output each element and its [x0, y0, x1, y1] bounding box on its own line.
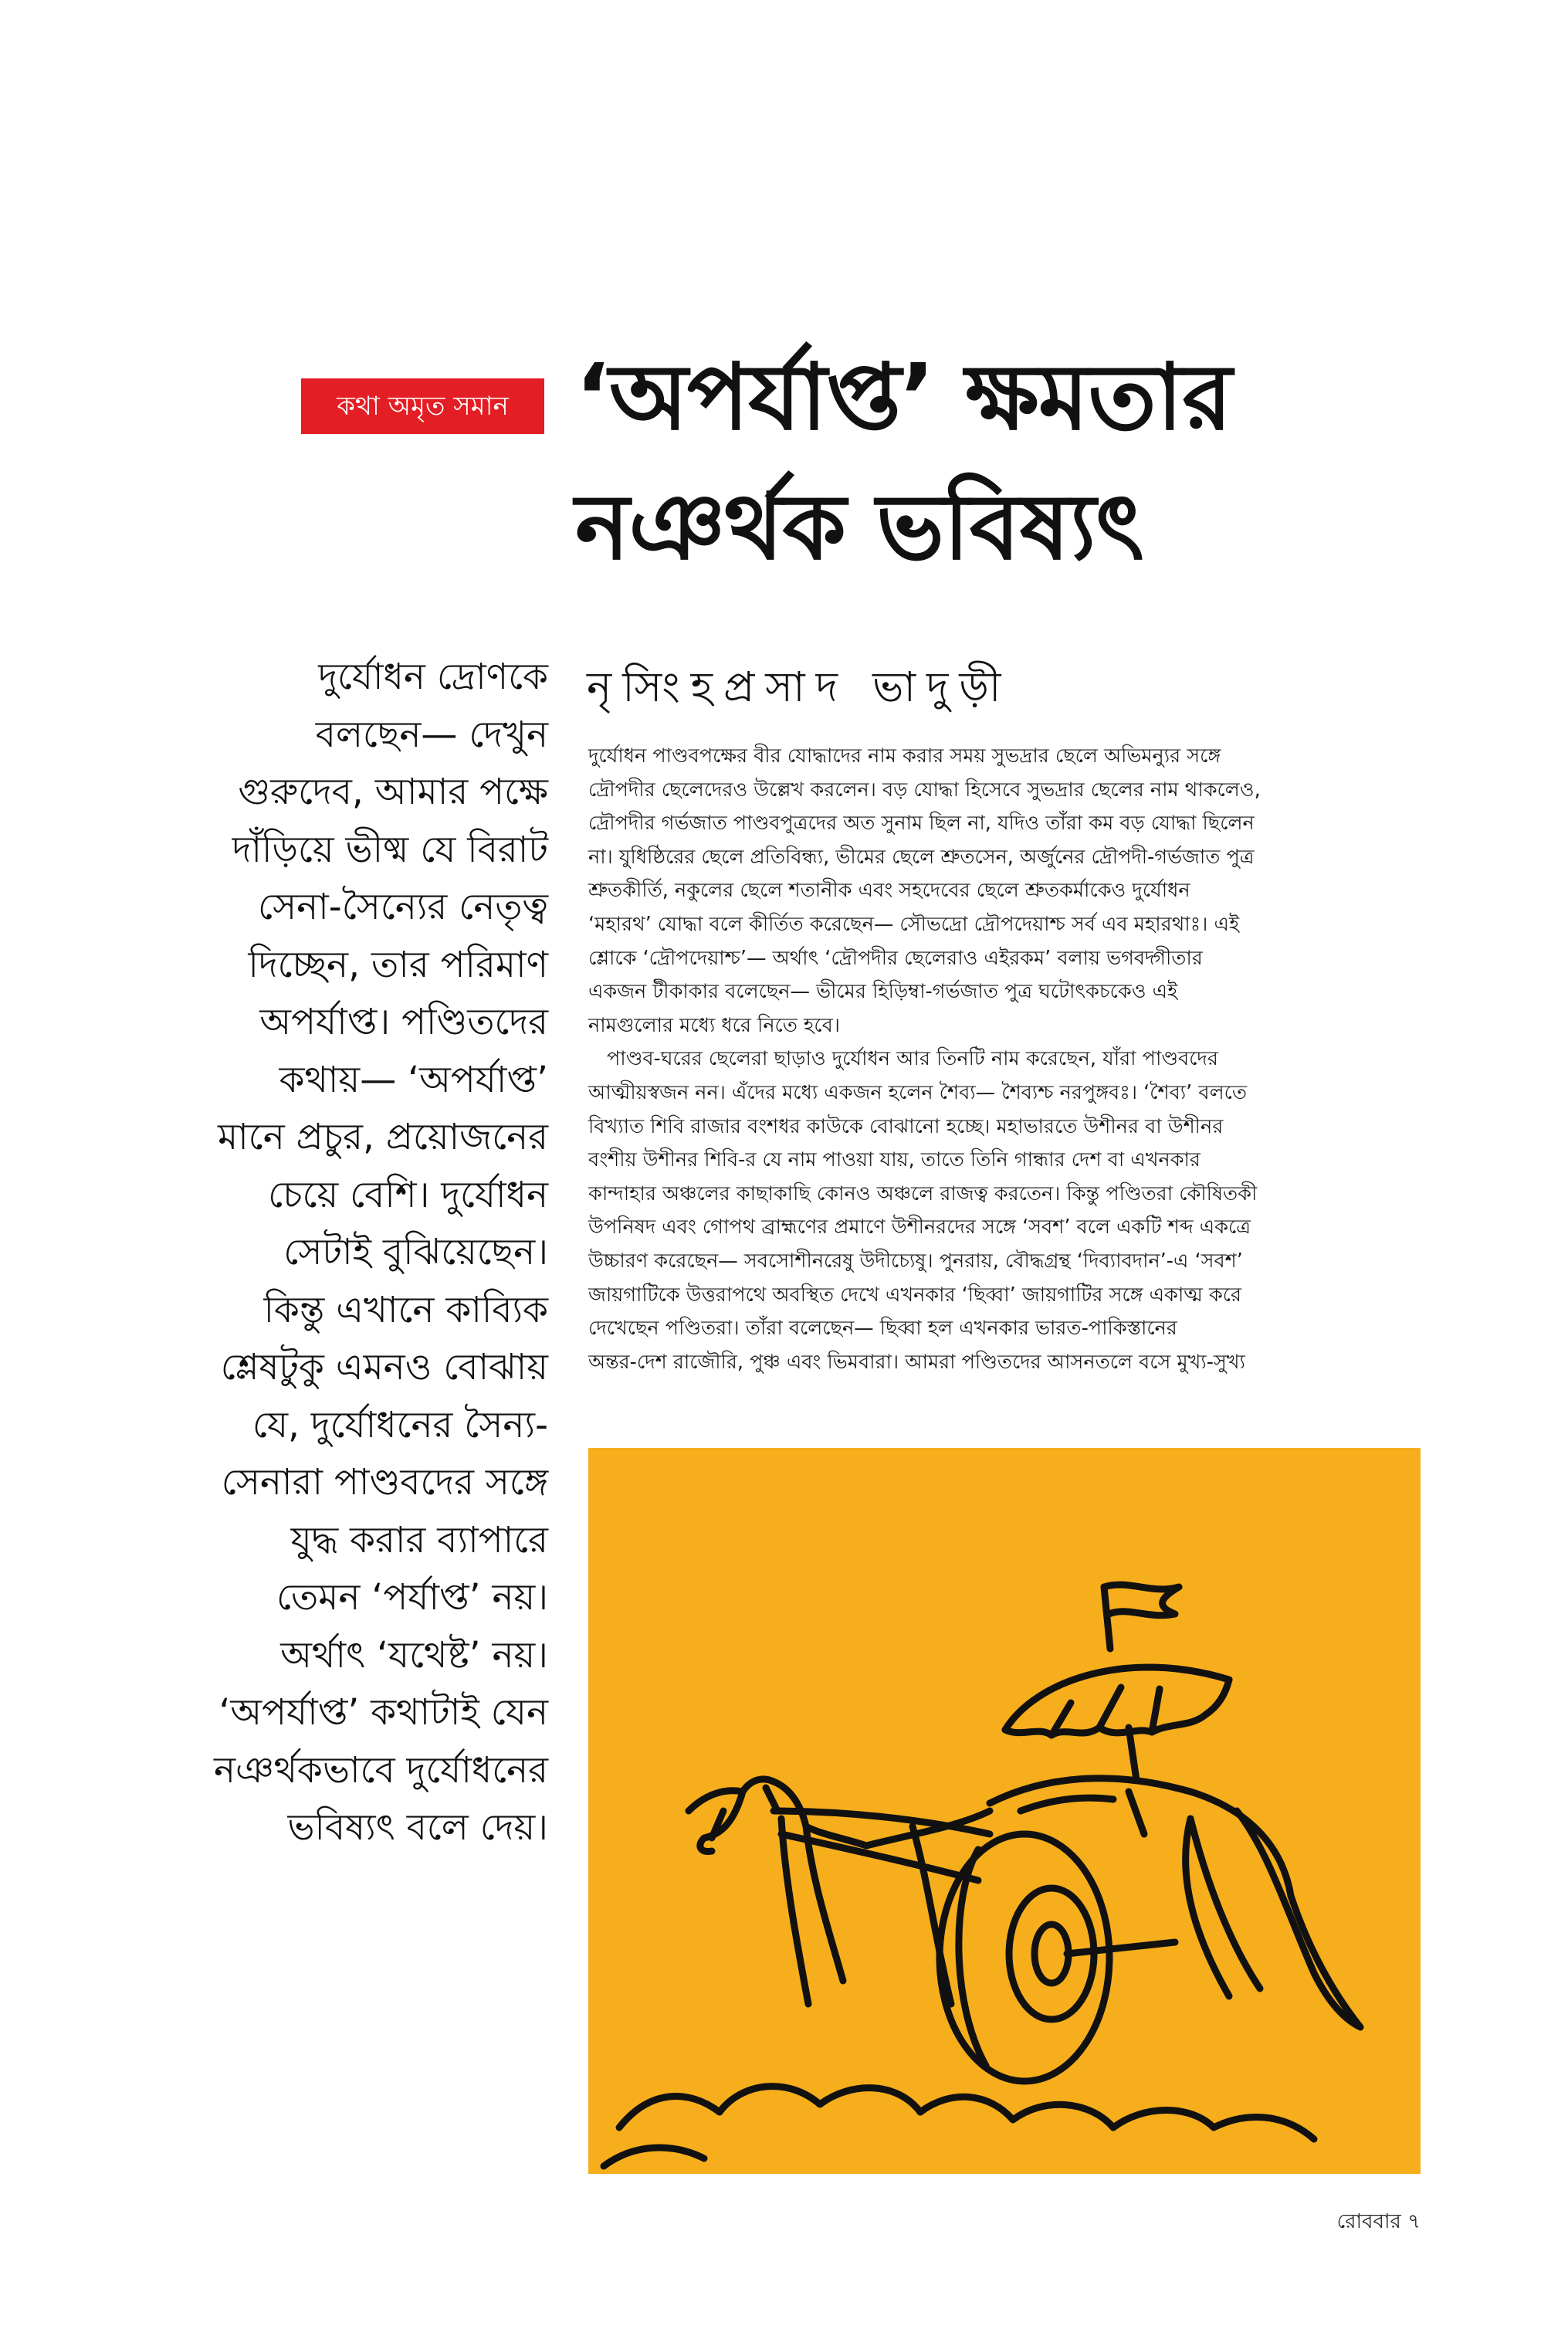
body-line: বংশীয় উশীনর শিবি-র যে নাম পাওয়া যায়, তাতে তিনি গান্ধার দেশ বা এখনকার	[588, 1148, 1201, 1172]
headline-line-2: নঞর্থক ভবিষ্যৎ	[575, 473, 1143, 580]
body-line: কান্দাহার অঞ্চলের কাছাকাছি কোনও অঞ্চলে রাজত্ব করতেন। কিন্তু পণ্ডিতরা কৌষিতকী	[588, 1182, 1258, 1205]
pull-quote	[154, 649, 548, 1857]
body-line: দ্রৌপদীর গর্ভজাত পাণ্ডবপুত্রদের অত সুনাম ছিল না, যদিও তাঁরা কম বড় যোদ্ধা ছিলেন	[588, 812, 1255, 836]
body-line: ‘মহারথ’ যোদ্ধা বলে কীর্তিত করেছেন— সৌভদ্রো দ্রৌপদেয়াশ্চ সর্ব এব মহারথাঃ। এই	[588, 912, 1240, 936]
pullquote-line: যে, দুর্যোধনের সৈন্য-	[252, 1403, 548, 1446]
pullquote-line: শ্লেষটুকু এমনও বোঝায়	[220, 1346, 548, 1388]
page-footer: রোববার ৭	[1336, 2210, 1421, 2233]
pullquote-line: ‘অপর্যাপ্ত’ কথাটাই যেন	[218, 1691, 548, 1734]
headline	[575, 332, 1502, 592]
body-line: দ্রৌপদীর ছেলেদেরও উল্লেখ করলেন। বড় যোদ্ধা হিসেবে সুভদ্রার ছেলের নাম থাকলেও,	[588, 778, 1261, 802]
body-line: উচ্চারণ করেছেন— সবসোশীনরেষু উদীচ্যেষু। পুনরায়, বৌদ্ধগ্রন্থ ‘দিব্যাবদান’-এ ‘সবশ’	[588, 1249, 1243, 1273]
body-line: জায়গাটিকে উত্তরাপথে অবস্থিত দেখে এখনকার ‘ছিব্বা’ জায়গাটির সঙ্গে একাত্ম করে	[588, 1283, 1242, 1307]
chariot-illustration	[588, 1448, 1421, 2174]
pullquote-line: কথায়— ‘অপর্যাপ্ত’	[279, 1058, 548, 1101]
pullquote-line: যুদ্ধ করার ব্যাপারে	[290, 1518, 548, 1561]
body-line: বিখ্যাত শিবি রাজার বংশধর কাউকে বোঝানো হচ্ছে। মহাভারতে উশীনর বা উশীনর	[588, 1114, 1224, 1138]
body-line: না। যুধিষ্ঠিরের ছেলে প্রতিবিন্ধ্য, ভীমের ছেলে শ্রুতসেন, অর্জুনের দ্রৌপদী-গর্ভজাত পুত্র	[588, 845, 1255, 869]
body-line: শ্লোকে ‘দ্রৌপদেয়াশ্চ’— অর্থাৎ ‘দ্রৌপদীর ছেলেরাও এইরকম’ বলায় ভগবদ্গীতার	[588, 946, 1203, 970]
pullquote-line: চেয়ে বেশি। দুর্যোধন	[268, 1173, 548, 1216]
body-line: একজন টীকাকার বলেছেন— ভীমের হিড়িম্বা-গর্ভজাত পুত্র ঘটোৎকচকেও এই	[588, 980, 1178, 1004]
pullquote-line: তেমন ‘পর্যাপ্ত’ নয়।	[276, 1576, 548, 1619]
pullquote-line: সেনারা পাণ্ডবদের সঙ্গে	[221, 1461, 548, 1504]
pullquote-line: অর্থাৎ ‘যথেষ্ট’ নয়।	[280, 1633, 548, 1677]
headline-line-1: ‘অপর্যাপ্ত’ ক্ষমতার	[575, 344, 1231, 450]
section-tag: কথা অমৃত সমান	[301, 378, 544, 434]
pullquote-line: দিচ্ছেন, তার পরিমাণ	[248, 943, 548, 986]
pullquote-line: ভবিষ্যৎ বলে দেয়।	[287, 1806, 548, 1849]
chariot-drawing	[588, 1448, 1421, 2174]
body-line: উপনিষদ এবং গোপথ ব্রাহ্মণের প্রমাণে উশীনরদের সঙ্গে ‘সবশ’ বলে একটি শব্দ একত্রে	[588, 1216, 1251, 1239]
body-line: দেখেছেন পণ্ডিতরা। তাঁরা বলেছেন— ছিব্বা হল এখনকার ভারত-পাকিস্তানের	[588, 1317, 1177, 1341]
body-line: নামগুলোর মধ্যে ধরে নিতে হবে।	[588, 1013, 840, 1037]
pullquote-line: অপর্যাপ্ত। পণ্ডিতদের	[259, 1001, 548, 1043]
author-byline: নৃসিংহপ্রসাদ ভাদুড়ী	[587, 663, 1012, 711]
pullquote-line: বলছেন— দেখুন	[315, 713, 548, 756]
pullquote-line: সেটাই বুঝিয়েছেন।	[283, 1231, 548, 1273]
pullquote-line: সেনা-সৈন্যের নেতৃত্ব	[258, 886, 548, 928]
pullquote-line: গুরুদেব, আমার পক্ষে	[238, 771, 548, 813]
pullquote-line: দাঁড়িয়ে ভীষ্ম যে বিরাট	[232, 828, 548, 871]
body-line: অন্তর-দেশ রাজৌরি, পুঞ্চ এবং ভিমবারা। আমরা পণ্ডিতদের আসনতলে বসে মুখ্য-সুখ্য	[588, 1350, 1245, 1374]
body-line: শ্রুতকীর্তি, নকুলের ছেলে শতানীক এবং সহদেবের ছেলে শ্রুতকর্মাকেও দুর্যোধন	[588, 879, 1190, 903]
body-line: পাণ্ডব-ঘরের ছেলেরা ছাড়াও দুর্যোধন আর তিনটি নাম করেছেন, যাঁরা পাণ্ডবদের	[607, 1047, 1218, 1071]
pullquote-line: মানে প্রচুর, প্রয়োজনের	[218, 1116, 548, 1158]
pullquote-line: কিন্তু এখানে কাব্যিক	[263, 1288, 548, 1331]
pullquote-line: দুর্যোধন দ্রোণকে	[318, 656, 548, 698]
body-line: আত্মীয়স্বজন নন। এঁদের মধ্যে একজন হলেন শৈব্য— শৈব্যশ্চ নরপুঙ্গবঃ। ‘শৈব্য’ বলতে	[588, 1080, 1247, 1104]
article-body	[588, 740, 1438, 1379]
body-line: দুর্যোধন পাণ্ডবপক্ষের বীর যোদ্ধাদের নাম করার সময় সুভদ্রার ছেলে অভিমন্যুর সঙ্গে	[588, 744, 1221, 768]
pullquote-line: নঞর্থকভাবে দুর্যোধনের	[213, 1748, 548, 1792]
